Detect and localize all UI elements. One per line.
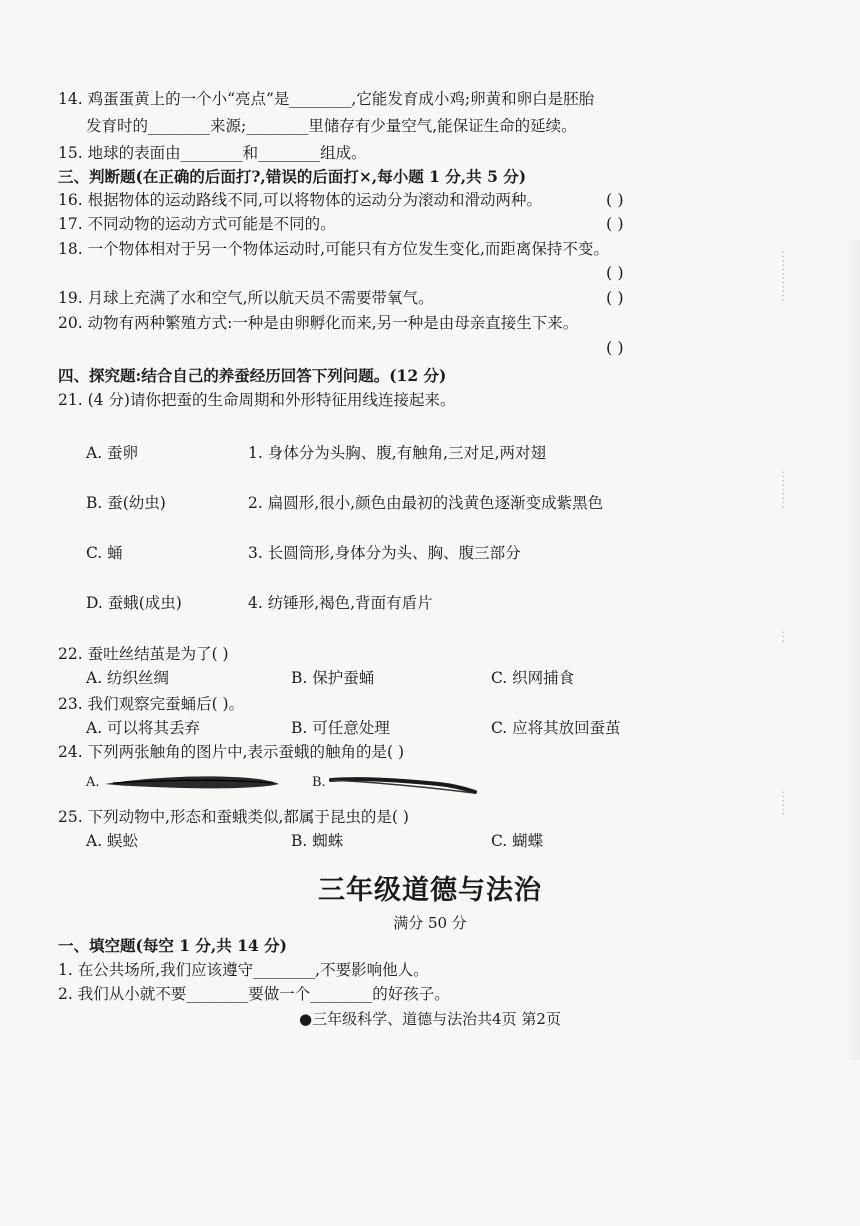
- full-score-label: 满分 50 分: [393, 914, 467, 932]
- match-left-d: D. 蚕蛾(成虫): [86, 594, 182, 612]
- q23-option-a: A. 可以将其丢弃: [86, 719, 201, 737]
- moral-question-1: 1. 在公共场所,我们应该遵守________,不要影响他人。: [58, 961, 429, 979]
- question-22: 22. 蚕吐丝结茧是为了( ): [58, 645, 229, 663]
- question-18: 18. 一个物体相对于另一个物体运动时,可能只有方位发生变化,而距离保持不变。: [58, 240, 609, 258]
- match-left-b: B. 蚕(幼虫): [86, 494, 166, 512]
- q23-option-c: C. 应将其放回蚕茧: [491, 719, 621, 737]
- question-19: 19. 月球上充满了水和空气,所以航天员不需要带氧气。: [58, 289, 434, 307]
- bleed-through-text: ⋯: [775, 630, 790, 643]
- answer-paren-16: ( ): [606, 190, 624, 209]
- question-17: 17. 不同动物的运动方式可能是不同的。: [58, 215, 336, 233]
- scan-edge-shadow: [846, 240, 860, 1060]
- question-16: 16. 根据物体的运动路线不同,可以将物体的运动分为滚动和滑动两种。: [58, 191, 543, 209]
- question-21: 21. (4 分)请你把蚕的生命周期和外形特征用线连接起来。: [58, 391, 456, 409]
- question-15: 15. 地球的表面由________和________组成。: [58, 144, 367, 162]
- q25-option-a: A. 蜈蚣: [86, 832, 139, 850]
- q22-option-a: A. 纺织丝绸: [86, 669, 170, 687]
- bleed-through-text: ⋯⋯⋯⋯: [775, 250, 790, 302]
- q25-option-c: C. 蝴蝶: [491, 832, 544, 850]
- moral-question-2: 2. 我们从小就不要________要做一个________的好孩子。: [58, 985, 450, 1003]
- question-24: 24. 下列两张触角的图片中,表示蚕蛾的触角的是( ): [58, 743, 405, 761]
- q25-option-b: B. 蜘蛛: [291, 832, 344, 850]
- q23-option-b: B. 可任意处理: [291, 719, 390, 737]
- subject-title: 三年级道德与法治: [318, 875, 542, 906]
- bleed-through-text: ⋯⋯⋯: [775, 470, 790, 509]
- match-left-c: C. 蛹: [86, 544, 123, 562]
- bleed-through-text: ⋯⋯: [775, 790, 790, 816]
- question-23: 23. 我们观察完蚕蛹后( )。: [58, 695, 245, 713]
- match-right-3: 3. 长圆筒形,身体分为头、胸、腹三部分: [248, 544, 521, 562]
- q22-option-b: B. 保护蚕蛹: [291, 669, 375, 687]
- antenna-b-image: [329, 768, 479, 798]
- match-right-4: 4. 纺锤形,褐色,背面有盾片: [248, 594, 433, 612]
- page-footer: ●三年级科学、道德与法治共4页 第2页: [299, 1010, 561, 1028]
- section-3-heading: 三、判断题(在正确的后面打?,错误的后面打×,每小题 1 分,共 5 分): [58, 167, 527, 186]
- answer-paren-20: ( ): [606, 338, 624, 357]
- q24-option-b: B.: [312, 775, 326, 790]
- answer-paren-17: ( ): [606, 214, 624, 233]
- match-left-a: A. 蚕卵: [86, 444, 139, 462]
- match-right-2: 2. 扁圆形,很小,颜色由最初的浅黄色逐渐变成紫黑色: [248, 494, 604, 512]
- section-4-heading: 四、探究题:结合自己的养蚕经历回答下列问题。(12 分): [58, 366, 447, 385]
- q24-option-a: A.: [86, 775, 100, 790]
- q22-option-c: C. 织网捕食: [491, 669, 575, 687]
- question-25: 25. 下列动物中,形态和蚕蛾类似,都属于昆虫的是( ): [58, 808, 409, 826]
- answer-paren-18: ( ): [606, 263, 624, 282]
- question-20: 20. 动物有两种繁殖方式:一种是由卵孵化而来,另一种是由母亲直接生下来。: [58, 314, 579, 332]
- match-right-1: 1. 身体分为头胸、腹,有触角,三对足,两对翅: [248, 444, 546, 462]
- antenna-a-image: [103, 770, 283, 794]
- question-14-line1: 14. 鸡蛋蛋黄上的一个小“亮点”是________,它能发育成小鸡;卵黄和卵白是胚胎: [58, 90, 595, 108]
- moral-section-1-heading: 一、填空题(每空 1 分,共 14 分): [58, 936, 288, 955]
- answer-paren-19: ( ): [606, 288, 624, 307]
- question-14-line2: 发育时的________来源;________里储存有少量空气,能保证生命的延续。: [86, 117, 577, 135]
